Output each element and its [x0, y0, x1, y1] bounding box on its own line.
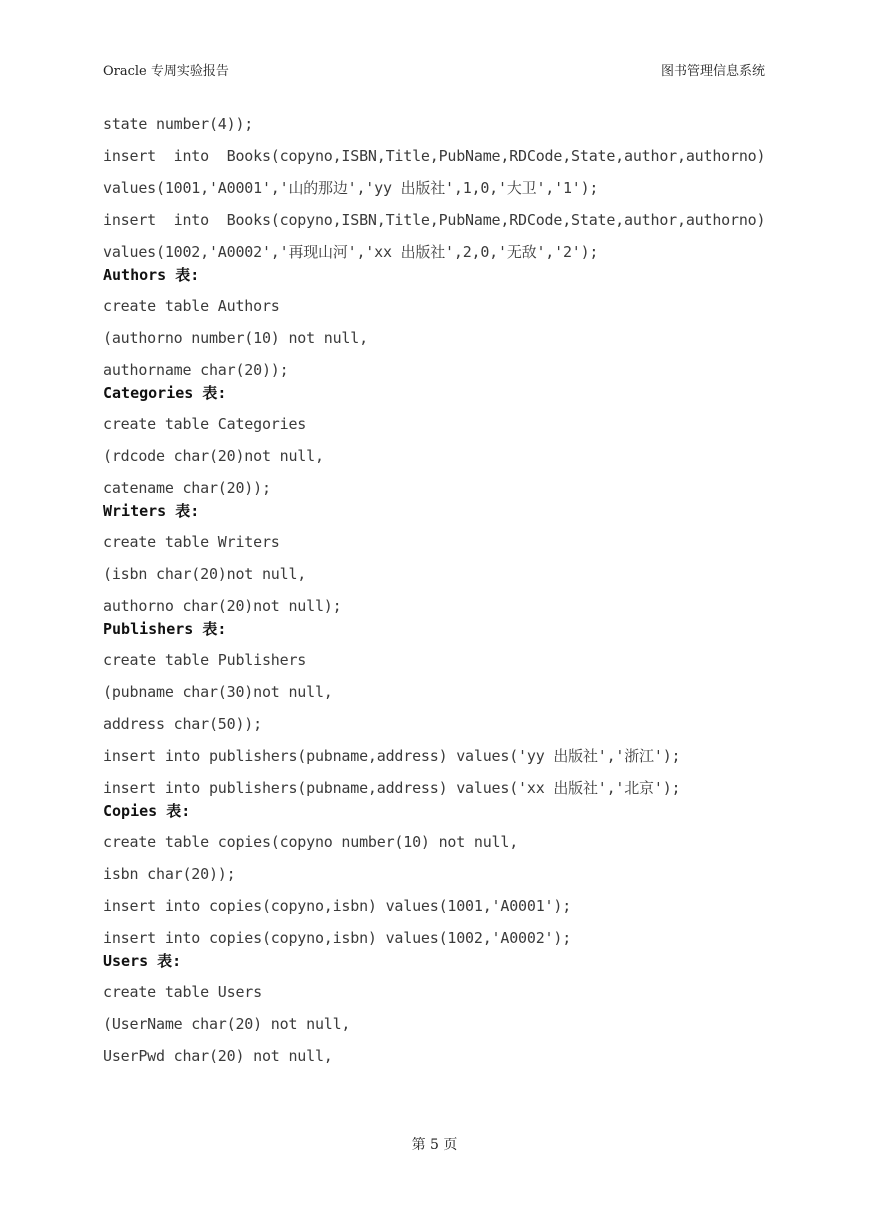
code-line: create table Publishers [103, 651, 307, 669]
header-report-title: Oracle 专周实验报告 [103, 64, 229, 79]
code-line: isbn char(20)); [103, 865, 236, 883]
code-line: values(1002,'A0002','再现山河','xx 出版社',2,0,'无敌','2'); [103, 243, 599, 261]
page-header [103, 60, 765, 82]
code-line: insert into publishers(pubname,address) values('yy 出版社','浙江'); [103, 747, 681, 765]
code-line: create table Writers [103, 533, 280, 551]
section-heading: Publishers 表: [103, 620, 227, 638]
code-line: address char(50)); [103, 715, 262, 733]
code-line: insert into copies(copyno,isbn) values(1001,'A0001'); [103, 897, 572, 915]
code-line: insert into Books(copyno,ISBN,Title,PubName,RDCode,State,author,authorno) [103, 211, 766, 229]
header-system-title: 图书管理信息系统 [660, 64, 765, 79]
code-line: (isbn char(20)not null, [103, 565, 307, 583]
code-line: create table Categories [103, 415, 307, 433]
code-line: state number(4)); [103, 115, 254, 133]
code-line: insert into copies(copyno,isbn) values(1002,'A0002'); [103, 929, 572, 947]
section-heading: Authors 表: [103, 266, 200, 284]
code-line: (rdcode char(20)not null, [103, 447, 324, 465]
code-line: authorname char(20)); [103, 361, 289, 379]
code-line: values(1001,'A0001','山的那边','yy 出版社',1,0,'大卫','1'); [103, 179, 599, 197]
code-line: create table copies(copyno number(10) not null, [103, 833, 519, 851]
section-heading: Categories 表: [103, 384, 227, 402]
code-line: authorno char(20)not null); [103, 597, 342, 615]
code-line: catename char(20)); [103, 479, 271, 497]
section-heading: Users 表: [103, 952, 182, 970]
page-number: 第 5 页 [411, 1137, 458, 1153]
code-line: insert into Books(copyno,ISBN,Title,PubName,RDCode,State,author,authorno) [103, 147, 766, 165]
document-body [103, 108, 783, 1072]
code-line: (UserName char(20) not null, [103, 1015, 351, 1033]
code-line: create table Users [103, 983, 262, 1001]
code-line: (authorno number(10) not null, [103, 329, 368, 347]
code-line: UserPwd char(20) not null, [103, 1047, 333, 1065]
code-line: insert into publishers(pubname,address) values('xx 出版社','北京'); [103, 779, 681, 797]
section-heading: Copies 表: [103, 802, 191, 820]
code-line: create table Authors [103, 297, 280, 315]
section-heading: Writers 表: [103, 502, 200, 520]
code-line: (pubname char(30)not null, [103, 683, 333, 701]
